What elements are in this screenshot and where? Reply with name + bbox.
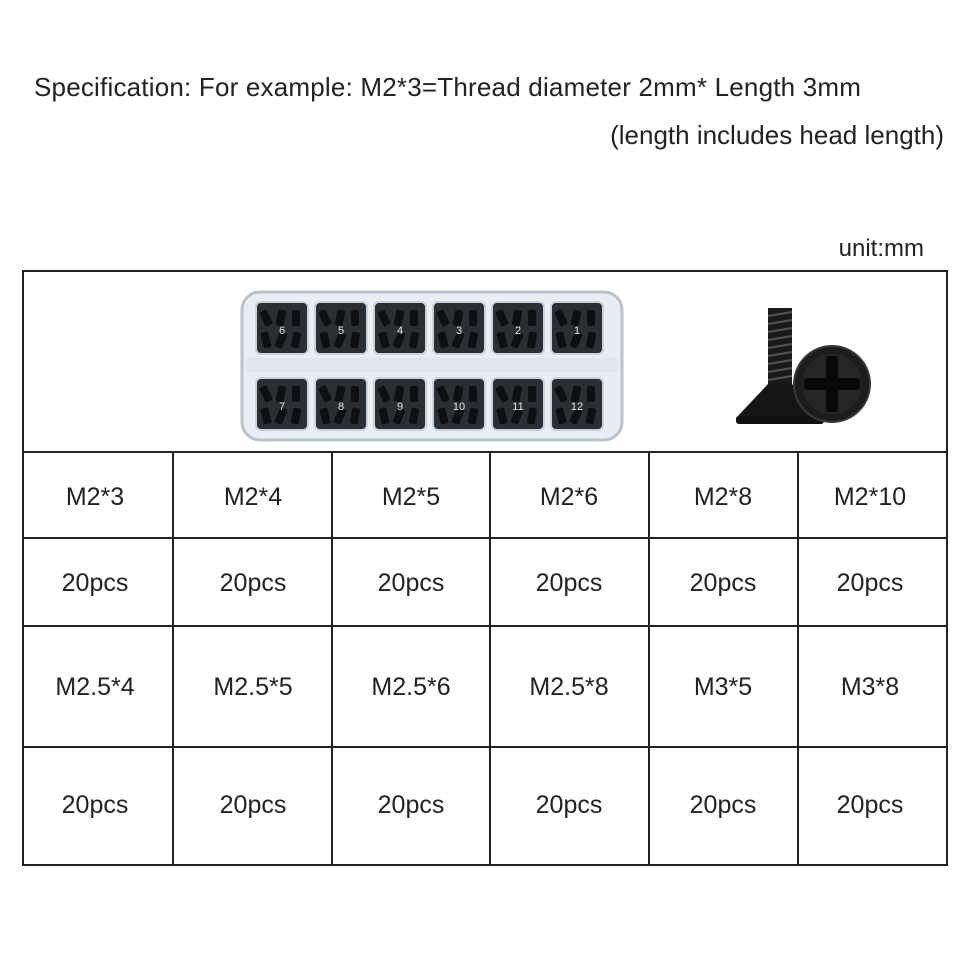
product-illustration [24,272,946,451]
quantity-cell: 20pcs [836,569,904,597]
size-cell: M2*10 [833,483,907,511]
quantity-cell: 20pcs [61,791,129,819]
quantity-cell: 20pcs [535,569,603,597]
quantity-cell: 20pcs [689,569,757,597]
spec-table [22,270,948,866]
compartment-number: 5 [337,325,345,337]
quantity-cell: 20pcs [61,569,129,597]
quantity-cell: 20pcs [219,791,287,819]
size-cell: M3*8 [840,673,900,701]
storage-box [242,292,622,440]
specification-line: Specification: For example: M2*3=Thread diameter 2mm* Length 3mm [34,72,862,102]
compartment-number: 11 [512,401,524,413]
compartment-number: 6 [278,325,286,337]
size-cell: M2.5*6 [371,673,451,701]
compartment-number: 1 [573,325,581,337]
size-quantity-grid [24,453,946,866]
compartment-number: 4 [396,325,404,337]
size-cell: M2.5*4 [55,673,135,701]
size-cell: M2*6 [539,483,599,511]
size-cell: M2.5*8 [529,673,609,701]
quantity-cell: 20pcs [219,569,287,597]
compartment-number: 2 [514,325,522,337]
quantity-cell: 20pcs [377,569,445,597]
quantity-cell: 20pcs [535,791,603,819]
compartment-number: 9 [396,401,404,413]
size-cell: M2*5 [381,483,441,511]
size-cell: M2*8 [693,483,753,511]
size-cell: M2.5*5 [213,673,293,701]
specification-note: (length includes head length) [610,120,944,150]
quantity-cell: 20pcs [689,791,757,819]
compartment-number: 8 [337,401,345,413]
size-cell: M2*3 [65,483,125,511]
screw-head-icon [794,346,870,422]
compartment-number: 7 [278,401,286,413]
unit-label: unit:mm [838,235,924,262]
size-cell: M2*4 [223,483,283,511]
product-photo-row [24,272,946,453]
compartment-number: 10 [452,401,466,413]
compartment-number: 12 [570,401,584,413]
quantity-cell: 20pcs [377,791,445,819]
size-cell: M3*5 [693,673,753,701]
quantity-cell: 20pcs [836,791,904,819]
compartment-number: 3 [455,325,463,337]
